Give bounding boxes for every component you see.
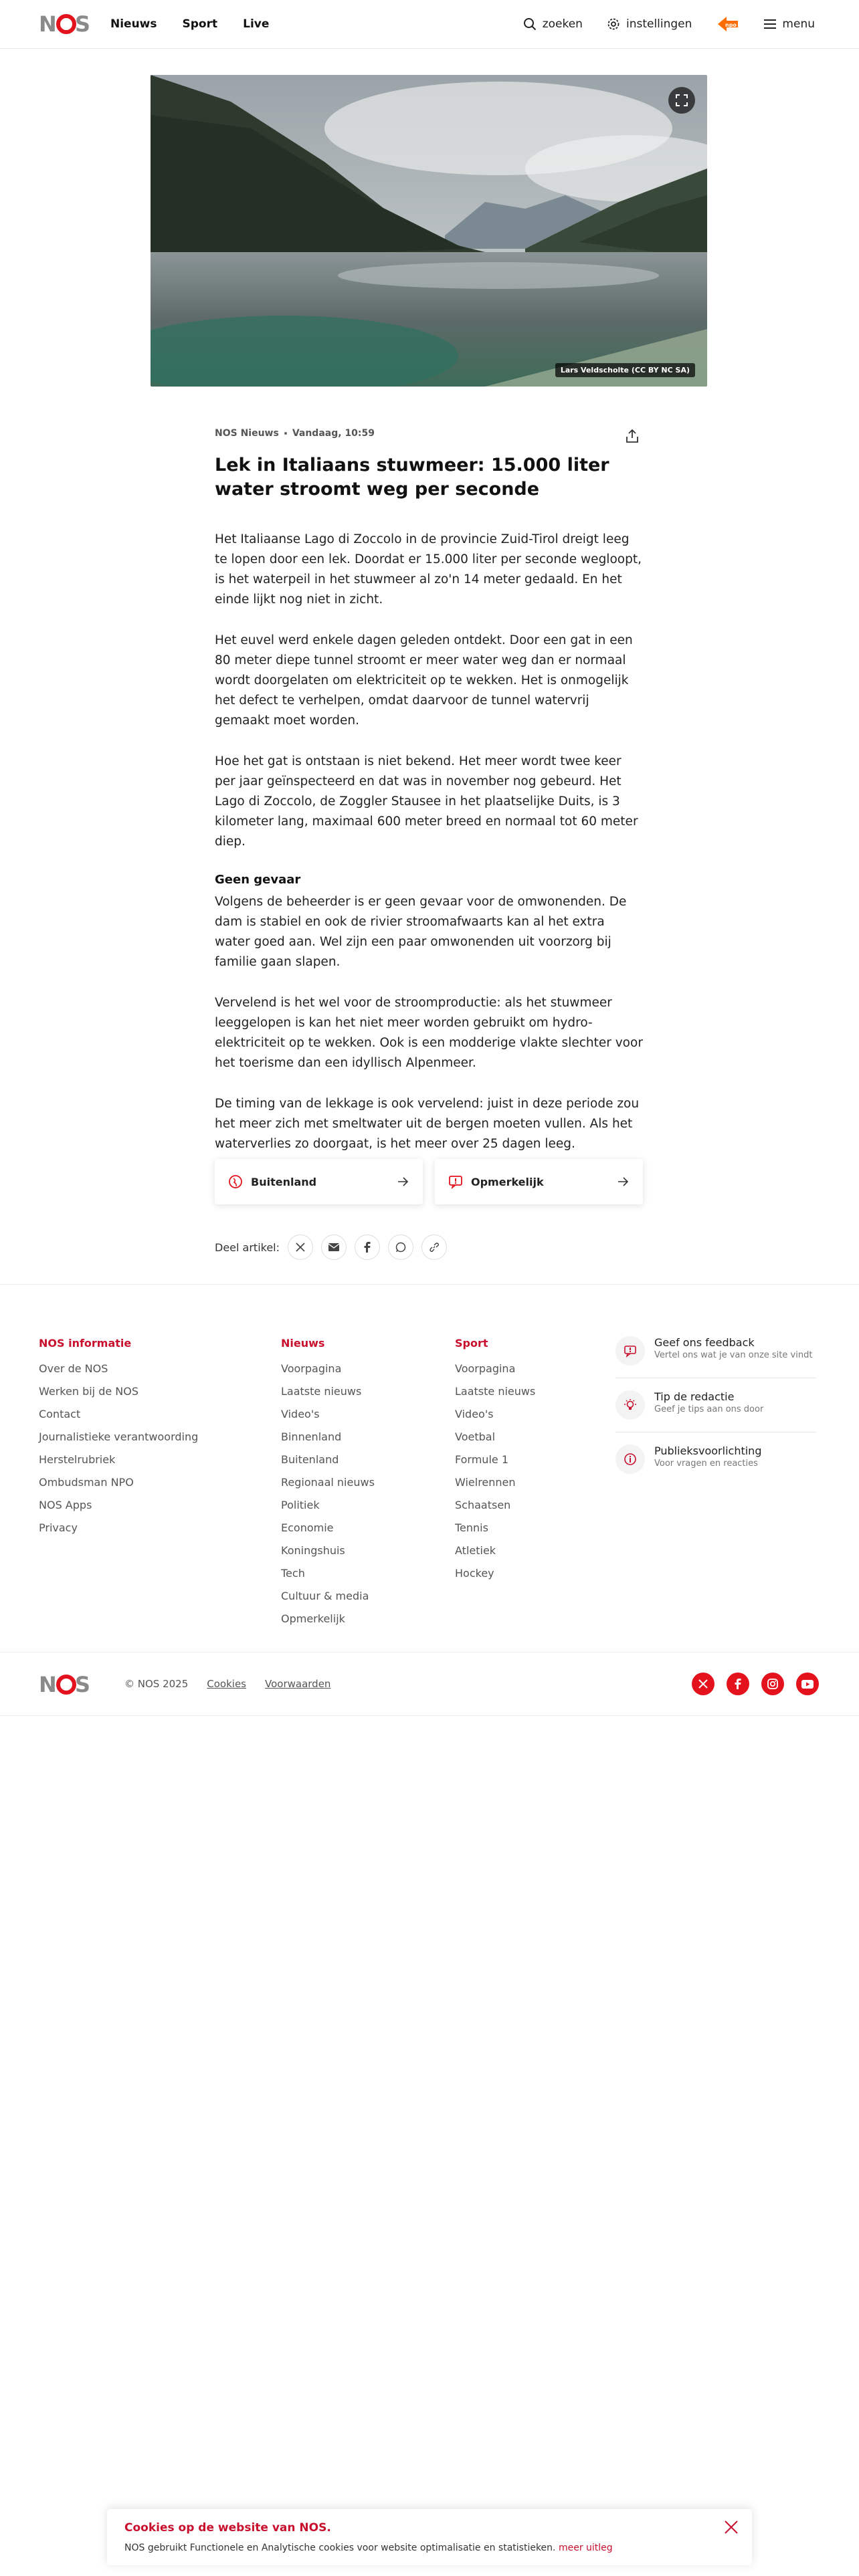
cookie-title: Cookies op de website van NOS.	[124, 2521, 331, 2535]
tip-item[interactable]	[615, 1390, 816, 1432]
footer-link[interactable]: Voetbal	[455, 1430, 496, 1443]
share-link-button[interactable]	[421, 1235, 447, 1260]
lake-photo	[151, 75, 707, 387]
photo-credit: Lars Veldscholte (CC BY NC SA)	[555, 363, 695, 377]
cookie-description: NOS gebruikt Functionele en Analytische cookies voor website optimalisatie en statistieken.	[124, 2543, 556, 2553]
meta-separator	[284, 432, 287, 435]
menu-button[interactable]	[764, 17, 815, 31]
info-icon	[615, 1444, 645, 1474]
link-icon	[429, 1242, 440, 1253]
topic-card-opmerkelijk[interactable]	[435, 1159, 643, 1204]
footer-link[interactable]: Wielrennen	[455, 1476, 516, 1489]
feedback-subtitle: Vertel ons wat je van onze site vindt	[654, 1350, 813, 1360]
tip-title: Tip de redactie	[654, 1390, 735, 1403]
topic-cards	[215, 1159, 643, 1204]
cookies-link[interactable]: Cookies	[207, 1678, 246, 1690]
arrow-right-icon	[396, 1175, 409, 1188]
footer-link[interactable]: Ombudsman NPO	[39, 1476, 134, 1489]
lightbulb-icon	[615, 1390, 645, 1420]
footer-contact-block	[615, 1336, 816, 1498]
footer-col-nieuws	[281, 1337, 375, 1630]
x-icon[interactable]	[692, 1673, 714, 1695]
svg-text:N: N	[39, 12, 56, 35]
publieksvoorlichting-item[interactable]	[615, 1444, 816, 1486]
share-facebook-button[interactable]	[355, 1235, 380, 1260]
footer-heading: Nieuws	[281, 1337, 325, 1350]
footer-link[interactable]: Privacy	[39, 1521, 78, 1534]
mail-icon	[328, 1243, 339, 1251]
terms-link[interactable]: Voorwaarden	[265, 1678, 331, 1690]
share-article	[215, 1235, 447, 1260]
footer-link[interactable]: Laatste nieuws	[455, 1385, 536, 1398]
x-icon	[296, 1243, 305, 1252]
fullscreen-button[interactable]	[668, 87, 695, 114]
feedback-item[interactable]	[615, 1336, 816, 1378]
footer-link[interactable]: Video's	[455, 1408, 494, 1420]
feedback-title: Geef ons feedback	[654, 1336, 755, 1349]
settings-button[interactable]	[607, 17, 692, 31]
tip-subtitle: Geef je tips aan ons door	[654, 1404, 764, 1414]
footer-link[interactable]: Buitenland	[281, 1453, 339, 1466]
facebook-icon	[364, 1242, 371, 1253]
copyright: © NOS 2025	[124, 1678, 189, 1690]
paragraph: Hoe het gat is ontstaan is niet bekend. Het meer wordt twee keer per jaar geïnspecteerd en dat was in november nog gebeurd. Het Lago di Zoccolo, de Zoggler Stausee in het plaatselijke Duits, is 3 kilometer lang, maximaal 600 meter breed en normaal tot 60 meter diep.	[215, 754, 638, 849]
footer-link[interactable]: Regionaal nieuws	[281, 1476, 375, 1489]
footer-link[interactable]: Journalistieke verantwoording	[39, 1430, 199, 1443]
footer-link[interactable]: Koningshuis	[281, 1544, 345, 1557]
footer-link[interactable]: Voorpagina	[455, 1362, 516, 1375]
footer-link[interactable]: Schaatsen	[455, 1499, 511, 1511]
article-source: NOS Nieuws	[215, 428, 279, 439]
npo-logo[interactable]	[716, 15, 740, 33]
footer-legal-links	[124, 1652, 330, 1715]
facebook-icon[interactable]	[727, 1673, 749, 1695]
settings-label: instellingen	[626, 17, 692, 31]
nav-nieuws[interactable]: Nieuws	[110, 17, 157, 31]
paragraph: Vervelend is het wel voor de stroomproductie: als het stuwmeer leeggelopen is kan het niet meer worden gebruikt om hydro-elektriciteit op te wekken. Ook is een modderige vlakte slechter voor het toerisme dan een idyllisch Alpenmeer.	[215, 996, 643, 1070]
footer-link[interactable]: Tech	[281, 1567, 305, 1580]
article-time: Vandaag, 10:59	[292, 428, 375, 439]
article	[215, 428, 643, 1175]
arrow-right-icon	[616, 1175, 630, 1188]
footer-link[interactable]: Hockey	[455, 1567, 494, 1580]
cookie-banner	[107, 2509, 752, 2565]
footer-divider	[0, 1284, 859, 1285]
nav-live[interactable]: Live	[243, 17, 270, 31]
cookie-more-link[interactable]: meer uitleg	[558, 2543, 613, 2553]
footer-col-sport	[455, 1337, 535, 1585]
footer-heading: Sport	[455, 1337, 488, 1350]
svg-text:S: S	[75, 12, 91, 35]
footer-link[interactable]: Formule 1	[455, 1453, 508, 1466]
paragraph: Het Italiaanse Lago di Zoccolo in de provincie Zuid-Tirol dreigt leeg te lopen door een lek. Doordat er 15.000 liter per seconde wegloopt, is het waterpeil in het stuwmeer al zo'n 14 meter gedaald. En het einde lijkt nog niet in zicht.	[215, 532, 642, 607]
main-nav	[110, 0, 269, 48]
paragraph: De timing van de lekkage is ook vervelend: juist in deze periode zou het meer zich met smeltwater uit de bergen moeten vullen. Als het waterverlies zo doorgaat, is het meer over 25 dagen leeg.	[215, 1097, 640, 1151]
globe-icon	[228, 1174, 243, 1189]
topic-card-label: Opmerkelijk	[471, 1175, 544, 1188]
social-links	[692, 1673, 819, 1695]
footer-link[interactable]: Tennis	[455, 1521, 488, 1534]
instagram-icon[interactable]	[761, 1673, 784, 1695]
exclamation-icon	[448, 1174, 463, 1189]
subheading: Geen gevaar	[215, 873, 301, 887]
footer-link[interactable]: Video's	[281, 1408, 320, 1420]
footer-link[interactable]: Politiek	[281, 1499, 320, 1511]
footer-link[interactable]: Voorpagina	[281, 1362, 342, 1375]
gear-icon	[607, 17, 620, 31]
share-whatsapp-button[interactable]	[388, 1235, 413, 1260]
share-x-button[interactable]	[288, 1235, 313, 1260]
site-header	[0, 0, 859, 49]
search-button[interactable]	[523, 17, 583, 31]
footer-link[interactable]: Laatste nieuws	[281, 1385, 362, 1398]
hamburger-icon	[764, 19, 776, 29]
feedback-icon	[615, 1336, 645, 1366]
header-actions	[523, 0, 815, 48]
youtube-icon[interactable]	[796, 1673, 819, 1695]
article-meta	[215, 428, 643, 439]
paragraph: Volgens de beheerder is er geen gevaar voor de omwonenden. De dam is stabiel en ook de rivier stroomafwaarts kan al het extra water goed aan. Wel zijn een paar omwonenden uit voorzorg bij familie gaan slapen.	[215, 895, 627, 969]
footer-link[interactable]: Over de NOS	[39, 1362, 108, 1375]
footer-link[interactable]: Opmerkelijk	[281, 1612, 345, 1625]
cookie-text	[124, 2543, 613, 2553]
footer-link[interactable]: Herstelrubriek	[39, 1453, 116, 1466]
footer-link[interactable]: Economie	[281, 1521, 334, 1534]
svg-text:S: S	[75, 1673, 91, 1695]
nav-sport[interactable]: Sport	[182, 17, 218, 31]
search-icon	[523, 17, 537, 31]
share-icon[interactable]	[624, 428, 640, 444]
share-mail-button[interactable]	[321, 1235, 347, 1260]
footer-col-nos-informatie	[39, 1337, 198, 1539]
article-title: Lek in Italiaans stuwmeer: 15.000 liter water stroomt weg per seconde	[215, 455, 609, 500]
nos-logo[interactable]	[39, 12, 92, 35]
footer-heading: NOS informatie	[39, 1337, 132, 1350]
svg-text:npo: npo	[725, 22, 737, 28]
footer-link[interactable]: Cultuur & media	[281, 1590, 369, 1602]
expand-icon	[676, 94, 688, 106]
footer-link[interactable]: Contact	[39, 1408, 81, 1420]
footer-link[interactable]: NOS Apps	[39, 1499, 92, 1511]
paragraph: Het euvel werd enkele dagen geleden ontdekt. Door een gat in een 80 meter diepe tunnel stroomt er meer water weg dan er normaal wordt doorgelaten om elektriciteit op te wekken. Het is onmogelijk het defect te verhelpen, omdat daarvoor de tunnel watervrij gemaakt moet worden.	[215, 633, 633, 728]
footer-bottom-bar	[0, 1652, 859, 1716]
info-title: Publieksvoorlichting	[654, 1444, 762, 1457]
topic-card-buitenland[interactable]	[215, 1159, 423, 1204]
svg-text:N: N	[39, 1673, 56, 1695]
footer-link[interactable]: Werken bij de NOS	[39, 1385, 139, 1398]
search-label: zoeken	[542, 17, 583, 31]
topic-card-label: Buitenland	[251, 1175, 317, 1188]
hero-image	[151, 75, 707, 387]
nos-logo-footer[interactable]	[39, 1673, 92, 1695]
footer-link[interactable]: Atletiek	[455, 1544, 496, 1557]
footer-link[interactable]: Binnenland	[281, 1430, 342, 1443]
info-subtitle: Voor vragen en reacties	[654, 1459, 758, 1469]
whatsapp-icon	[395, 1242, 406, 1253]
article-body	[215, 530, 643, 1154]
share-label: Deel artikel:	[215, 1241, 280, 1254]
close-icon[interactable]	[723, 2518, 740, 2536]
menu-label: menu	[782, 17, 815, 31]
